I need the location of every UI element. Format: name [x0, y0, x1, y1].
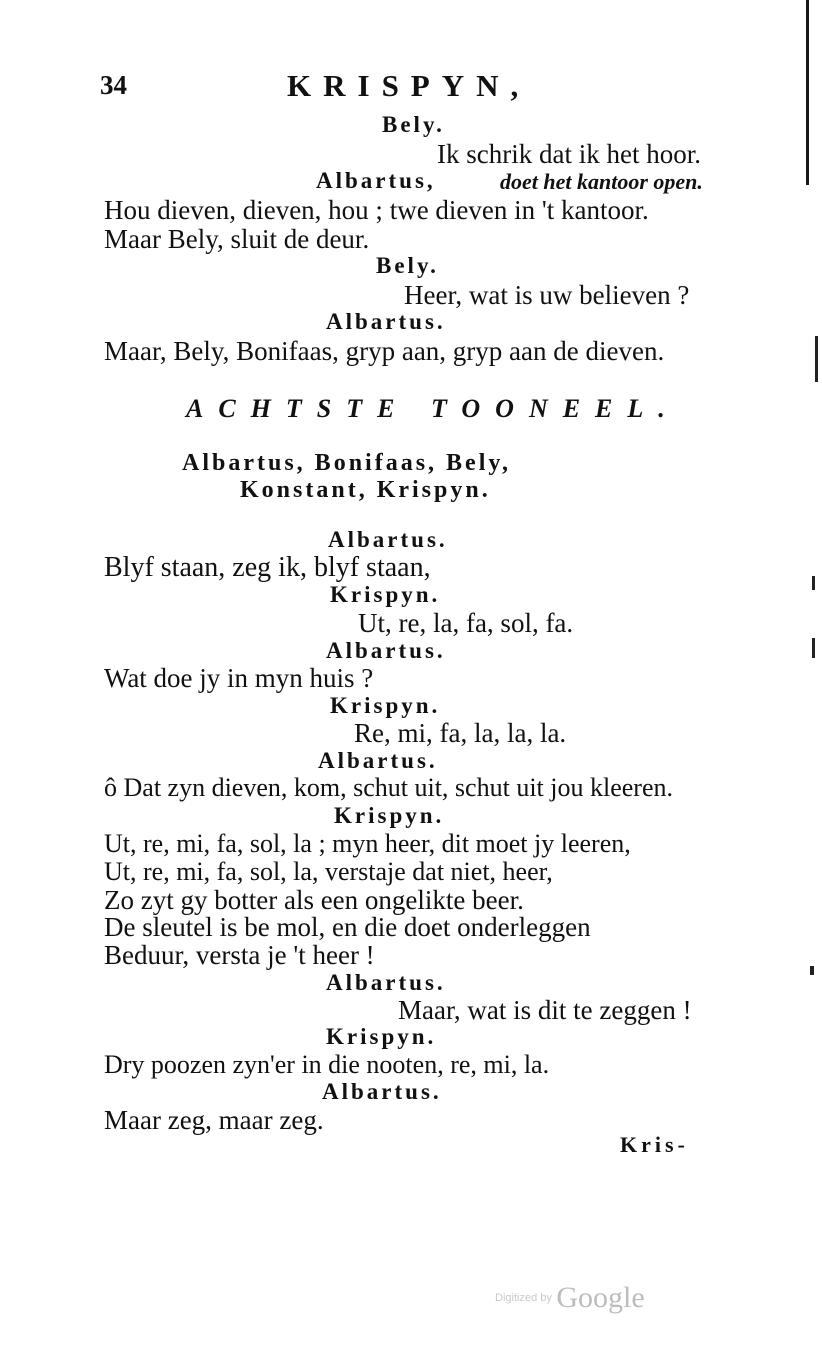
- digitized-watermark: [495, 1281, 645, 1315]
- verse-line: Wat doe jy in myn huis ?: [104, 663, 374, 693]
- verse-line: Hou dieven, dieven, hou ; twe dieven in 't kantoor.: [104, 195, 649, 225]
- verse-line: Maar, wat is dit te zeggen !: [398, 995, 692, 1025]
- scan-edge-bar: [806, 0, 809, 185]
- verse-line: Heer, wat is uw believen ?: [404, 280, 690, 310]
- stage-direction: doet het kantoor open.: [500, 169, 703, 194]
- verse-line: Re, mi, fa, la, la, la.: [354, 718, 567, 748]
- verse-line: De sleutel is be mol, en die doet onderleggen: [104, 912, 591, 942]
- watermark-prefix: Digitized by: [495, 1292, 552, 1304]
- watermark-brand: Google: [556, 1281, 645, 1314]
- scene-title: ACHTSTE TOONEEL.: [186, 394, 680, 423]
- speaker-label: Albartus.: [328, 527, 448, 552]
- scan-edge-mark: [810, 966, 814, 975]
- verse-line: Dry poozen zyn'er in die nooten, re, mi, la.: [104, 1050, 550, 1079]
- speaker-label: Albartus,: [316, 168, 436, 193]
- verse-line: Blyf staan, zeg ik, blyf staan,: [104, 552, 431, 583]
- speaker-label: Krispyn.: [330, 582, 441, 607]
- cast-list-line-1: Albartus, Bonifaas, Bely,: [182, 450, 512, 476]
- speaker-label: Krispyn.: [334, 803, 445, 828]
- verse-line: Ut, re, mi, fa, sol, la, verstaje dat niet, heer,: [104, 857, 553, 886]
- speaker-label: Krispyn.: [326, 1024, 437, 1049]
- verse-line: Beduur, versta je 't heer !: [104, 940, 375, 970]
- verse-line: Ut, re, mi, fa, sol, la ; myn heer, dit moet jy leeren,: [104, 829, 631, 858]
- verse-line: Maar Bely, sluit de deur.: [104, 224, 370, 254]
- verse-line: Zo zyt gy botter als een ongelikte beer.: [104, 885, 524, 915]
- page-number: 34: [100, 70, 127, 100]
- verse-line: Ik schrik dat ik het hoor.: [437, 139, 701, 169]
- catchword: Kris-: [620, 1132, 689, 1157]
- verse-line: Maar zeg, maar zeg.: [104, 1105, 324, 1135]
- cast-list-line-2: Konstant, Krispyn.: [240, 477, 491, 503]
- speaker-label: Bely.: [376, 253, 439, 278]
- speaker-label: Krispyn.: [330, 693, 441, 718]
- verse-line: ô Dat zyn dieven, kom, schut uit, schut uit jou kleeren.: [104, 773, 673, 802]
- scan-edge-mark: [812, 576, 815, 590]
- scan-edge-mark: [812, 638, 815, 658]
- verse-line: Ut, re, la, fa, sol, fa.: [358, 608, 574, 638]
- speaker-label: Bely.: [382, 112, 445, 137]
- scan-edge-mark: [815, 336, 818, 382]
- running-title: KRISPYN,: [287, 68, 531, 103]
- speaker-label: Albartus.: [326, 970, 446, 995]
- verse-line: Maar, Bely, Bonifaas, gryp aan, gryp aan de dieven.: [104, 336, 665, 366]
- speaker-label: Albartus.: [326, 638, 446, 663]
- speaker-label: Albartus.: [326, 309, 446, 334]
- speaker-label: Albartus.: [322, 1079, 442, 1104]
- speaker-label: Albartus.: [318, 748, 438, 773]
